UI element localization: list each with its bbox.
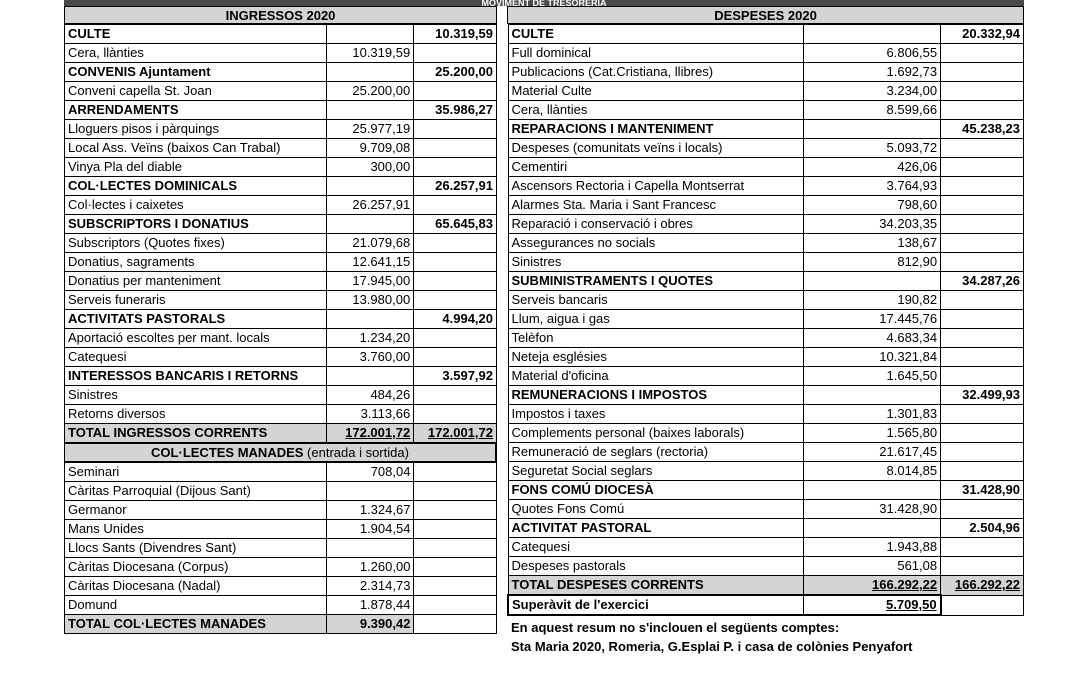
row-total — [941, 215, 1024, 234]
table-row — [65, 386, 497, 405]
total-amount: 172.001,72 — [326, 424, 414, 443]
row-total — [414, 44, 497, 63]
row-label: Assegurances no socials — [508, 234, 803, 253]
table-row — [65, 234, 497, 253]
table-row — [65, 291, 497, 310]
row-total — [414, 539, 497, 558]
row-total — [941, 310, 1024, 329]
row-label: Material d'oficina — [508, 367, 803, 386]
row-label: Complements personal (baixes laborals) — [508, 424, 803, 443]
row-amount: 4.683,34 — [803, 329, 940, 348]
row-amount — [326, 215, 414, 234]
row-label: Material Culte — [508, 82, 803, 101]
row-total — [941, 462, 1024, 481]
row-total: 31.428,90 — [941, 481, 1024, 500]
table-row — [65, 520, 497, 539]
table-row — [508, 424, 1024, 443]
expenses-panel — [507, 6, 1024, 658]
section-row — [508, 25, 1024, 44]
income-panel — [64, 6, 497, 634]
row-label: Neteja esglésies — [508, 348, 803, 367]
row-label: Sinistres — [508, 253, 803, 272]
collections-total-row — [65, 615, 497, 634]
row-amount — [326, 367, 414, 386]
row-label: Col·lectes i caixetes — [65, 196, 327, 215]
row-total — [414, 291, 497, 310]
table-row — [65, 158, 497, 177]
table-row — [508, 82, 1024, 101]
row-total — [941, 234, 1024, 253]
row-amount — [326, 539, 414, 558]
row-total: 65.645,83 — [414, 215, 497, 234]
row-total — [414, 139, 497, 158]
row-total — [941, 139, 1024, 158]
row-label: Càritas Diocesana (Nadal) — [65, 577, 327, 596]
table-row — [65, 501, 497, 520]
row-amount: 8.014,85 — [803, 462, 940, 481]
table-row — [508, 538, 1024, 557]
row-amount: 190,82 — [803, 291, 940, 310]
table-row — [508, 462, 1024, 481]
table-row — [65, 539, 497, 558]
row-label: SUBSCRIPTORS I DONATIUS — [65, 215, 327, 234]
income-table — [64, 24, 497, 443]
row-label: COL·LECTES DOMINICALS — [65, 177, 327, 196]
row-total — [414, 463, 497, 482]
row-amount: 426,06 — [803, 158, 940, 177]
row-label: Aportació escoltes per mant. locals — [65, 329, 327, 348]
row-amount: 13.980,00 — [326, 291, 414, 310]
row-amount: 26.257,91 — [326, 196, 414, 215]
total-label: TOTAL COL·LECTES MANADES — [65, 615, 327, 634]
row-total — [941, 196, 1024, 215]
row-total — [414, 158, 497, 177]
table-row — [65, 196, 497, 215]
row-total — [941, 405, 1024, 424]
table-row — [508, 443, 1024, 462]
row-label: Local Ass. Veïns (baixos Can Trabal) — [65, 139, 327, 158]
row-label: Retorns diversos — [65, 405, 327, 424]
table-row — [65, 463, 497, 482]
row-label: Càritas Diocesana (Corpus) — [65, 558, 327, 577]
surplus-label: Superàvit de l'exercici — [508, 595, 803, 615]
row-label: CONVENIS Ajuntament — [65, 63, 327, 82]
section-row — [65, 177, 497, 196]
table-row — [508, 158, 1024, 177]
row-total — [414, 272, 497, 291]
table-row — [508, 348, 1024, 367]
income-header: INGRESSOS 2020 — [64, 6, 497, 24]
row-amount — [803, 272, 940, 291]
table-row — [65, 577, 497, 596]
row-total: 20.332,94 — [941, 25, 1024, 44]
note — [507, 616, 1024, 658]
row-total — [941, 367, 1024, 386]
table-row — [65, 405, 497, 424]
section-row — [65, 101, 497, 120]
table-row — [508, 196, 1024, 215]
row-total — [941, 291, 1024, 310]
row-label: SUBMINISTRAMENTS I QUOTES — [508, 272, 803, 291]
row-label: Llum, aigua i gas — [508, 310, 803, 329]
table-row — [65, 348, 497, 367]
row-amount: 3.113,66 — [326, 405, 414, 424]
table-row — [508, 44, 1024, 63]
row-total — [941, 348, 1024, 367]
table-row — [508, 310, 1024, 329]
row-total — [414, 577, 497, 596]
total-amount: 166.292,22 — [803, 576, 940, 596]
row-label: CULTE — [65, 25, 327, 44]
row-total — [941, 177, 1024, 196]
row-total — [941, 253, 1024, 272]
expenses-total-row — [508, 576, 1024, 596]
table-row — [508, 329, 1024, 348]
row-amount — [326, 310, 414, 329]
row-label: Llocs Sants (Divendres Sant) — [65, 539, 327, 558]
row-amount: 6.806,55 — [803, 44, 940, 63]
row-total — [414, 196, 497, 215]
row-amount: 3.764,93 — [803, 177, 940, 196]
row-label: FONS COMÚ DIOCESÀ — [508, 481, 803, 500]
row-amount: 1.301,83 — [803, 405, 940, 424]
row-amount: 561,08 — [803, 557, 940, 576]
row-label: Conveni capella St. Joan — [65, 82, 327, 101]
row-amount: 25.200,00 — [326, 82, 414, 101]
row-amount: 8.599,66 — [803, 101, 940, 120]
row-label: Donatius, sagraments — [65, 253, 327, 272]
row-label: Catequesi — [65, 348, 327, 367]
table-row — [65, 44, 497, 63]
row-total — [414, 348, 497, 367]
row-amount: 1.324,67 — [326, 501, 414, 520]
row-total — [414, 558, 497, 577]
row-label: Cera, llànties — [508, 101, 803, 120]
total-total: 166.292,22 — [941, 576, 1024, 596]
row-total — [414, 596, 497, 615]
row-amount: 300,00 — [326, 158, 414, 177]
row-total — [941, 101, 1024, 120]
row-label: ACTIVITATS PASTORALS — [65, 310, 327, 329]
row-label: Despeses pastorals — [508, 557, 803, 576]
row-amount: 25.977,19 — [326, 120, 414, 139]
row-amount: 5.093,72 — [803, 139, 940, 158]
row-label: Serveis bancaris — [508, 291, 803, 310]
row-amount: 21.079,68 — [326, 234, 414, 253]
row-label: Mans Unides — [65, 520, 327, 539]
row-label: Catequesi — [508, 538, 803, 557]
row-label: Telèfon — [508, 329, 803, 348]
page-title: MOVIMENT DE TRESORERIA — [481, 0, 607, 6]
row-total — [941, 82, 1024, 101]
table-row — [508, 405, 1024, 424]
row-total — [414, 386, 497, 405]
row-amount: 1.943,88 — [803, 538, 940, 557]
row-label: Reparació i conservació i obres — [508, 215, 803, 234]
row-label: Subscriptors (Quotes fixes) — [65, 234, 327, 253]
row-amount: 708,04 — [326, 463, 414, 482]
row-label: Publicacions (Cat.Cristiana, llibres) — [508, 63, 803, 82]
note-line-1: En aquest resum no s'inclouen el següents comptes: — [511, 620, 840, 635]
row-label: REPARACIONS I MANTENIMENT — [508, 120, 803, 139]
note-line-2: Sta Maria 2020, Romeria, G.Esplai P. i casa de colònies Penyafort — [511, 639, 913, 654]
row-total — [414, 405, 497, 424]
section-row — [65, 215, 497, 234]
row-amount: 798,60 — [803, 196, 940, 215]
row-total — [941, 500, 1024, 519]
row-label: Lloguers pisos i pàrquings — [65, 120, 327, 139]
row-total: 35.986,27 — [414, 101, 497, 120]
row-label: Despeses (comunitats veïns i locals) — [508, 139, 803, 158]
table-row — [65, 482, 497, 501]
table-row — [65, 82, 497, 101]
section-row — [65, 310, 497, 329]
total-label: TOTAL DESPESES CORRENTS — [508, 576, 803, 596]
income-total-row — [65, 424, 497, 443]
row-amount: 1.565,80 — [803, 424, 940, 443]
collections-table — [64, 462, 497, 634]
row-total — [414, 520, 497, 539]
table-row — [508, 253, 1024, 272]
row-amount: 138,67 — [803, 234, 940, 253]
row-amount: 1.260,00 — [326, 558, 414, 577]
row-amount: 17.445,76 — [803, 310, 940, 329]
collections-header-rest: (entrada i sortida) — [303, 445, 409, 460]
row-total: 26.257,91 — [414, 177, 497, 196]
table-row — [508, 101, 1024, 120]
row-amount — [803, 481, 940, 500]
table-row — [65, 120, 497, 139]
table-row — [65, 329, 497, 348]
row-amount: 34.203,35 — [803, 215, 940, 234]
row-label: Serveis funeraris — [65, 291, 327, 310]
row-label: Impostos i taxes — [508, 405, 803, 424]
row-label: Seguretat Social seglars — [508, 462, 803, 481]
row-amount: 1.645,50 — [803, 367, 940, 386]
row-amount — [326, 177, 414, 196]
row-total — [941, 158, 1024, 177]
section-row — [508, 120, 1024, 139]
row-total — [414, 120, 497, 139]
section-row — [508, 481, 1024, 500]
table-row — [508, 500, 1024, 519]
row-amount: 12.641,15 — [326, 253, 414, 272]
table-row — [508, 215, 1024, 234]
section-row — [65, 63, 497, 82]
surplus-amount: 5.709,50 — [803, 595, 940, 615]
row-label: Donatius per manteniment — [65, 272, 327, 291]
row-label: Cera, llànties — [65, 44, 327, 63]
row-amount: 1.878,44 — [326, 596, 414, 615]
collections-header-bold: COL·LECTES MANADES — [151, 445, 304, 460]
surplus-blank — [941, 595, 1024, 615]
row-total: 45.238,23 — [941, 120, 1024, 139]
table-row — [508, 234, 1024, 253]
row-total — [941, 63, 1024, 82]
row-label: Full dominical — [508, 44, 803, 63]
row-amount: 2.314,73 — [326, 577, 414, 596]
total-total: 172.001,72 — [414, 424, 497, 443]
table-row — [65, 253, 497, 272]
surplus-row — [508, 595, 1024, 615]
total-blank — [414, 615, 497, 634]
row-amount: 1.692,73 — [803, 63, 940, 82]
row-amount: 3.760,00 — [326, 348, 414, 367]
row-label: Càritas Parroquial (Dijous Sant) — [65, 482, 327, 501]
section-row — [508, 519, 1024, 538]
row-amount — [803, 386, 940, 405]
row-amount — [326, 63, 414, 82]
row-amount: 3.234,00 — [803, 82, 940, 101]
table-row — [65, 139, 497, 158]
table-row — [508, 139, 1024, 158]
collections-header — [64, 443, 497, 462]
row-amount — [326, 25, 414, 44]
row-amount: 21.617,45 — [803, 443, 940, 462]
row-label: Domund — [65, 596, 327, 615]
row-label: ARRENDAMENTS — [65, 101, 327, 120]
row-label: ACTIVITAT PASTORAL — [508, 519, 803, 538]
row-total — [941, 424, 1024, 443]
row-amount: 10.321,84 — [803, 348, 940, 367]
table-row — [508, 367, 1024, 386]
row-amount — [803, 519, 940, 538]
row-total: 4.994,20 — [414, 310, 497, 329]
row-total: 10.319,59 — [414, 25, 497, 44]
table-row — [508, 557, 1024, 576]
row-total: 32.499,93 — [941, 386, 1024, 405]
row-label: REMUNERACIONS I IMPOSTOS — [508, 386, 803, 405]
row-label: Vinya Pla del diable — [65, 158, 327, 177]
row-amount: 812,90 — [803, 253, 940, 272]
table-row — [508, 177, 1024, 196]
row-total: 25.200,00 — [414, 63, 497, 82]
row-label: INTERESSOS BANCARIS I RETORNS — [65, 367, 327, 386]
row-amount: 1.234,20 — [326, 329, 414, 348]
row-total — [414, 82, 497, 101]
row-amount: 17.945,00 — [326, 272, 414, 291]
row-total — [941, 329, 1024, 348]
row-total: 3.597,92 — [414, 367, 497, 386]
row-label: Sinistres — [65, 386, 327, 405]
row-total — [414, 501, 497, 520]
row-total — [941, 44, 1024, 63]
row-total: 34.287,26 — [941, 272, 1024, 291]
row-label: Cementiri — [508, 158, 803, 177]
table-row — [65, 596, 497, 615]
row-amount: 1.904,54 — [326, 520, 414, 539]
section-row — [65, 25, 497, 44]
row-amount — [326, 101, 414, 120]
row-label: Germanor — [65, 501, 327, 520]
row-total — [414, 253, 497, 272]
table-row — [508, 291, 1024, 310]
row-label: Seminari — [65, 463, 327, 482]
expenses-header: DESPESES 2020 — [507, 6, 1024, 24]
row-total — [941, 443, 1024, 462]
total-amount: 9.390,42 — [326, 615, 414, 634]
row-label: Alarmes Sta. Maria i Sant Francesc — [508, 196, 803, 215]
row-label: Remuneració de seglars (rectoria) — [508, 443, 803, 462]
row-amount — [326, 482, 414, 501]
row-total — [941, 538, 1024, 557]
section-row — [508, 386, 1024, 405]
row-amount: 31.428,90 — [803, 500, 940, 519]
row-amount: 9.709,08 — [326, 139, 414, 158]
row-total — [941, 557, 1024, 576]
row-total — [414, 329, 497, 348]
section-row — [508, 272, 1024, 291]
total-label: TOTAL INGRESSOS CORRENTS — [65, 424, 327, 443]
row-total — [414, 234, 497, 253]
table-row — [65, 272, 497, 291]
row-label: CULTE — [508, 25, 803, 44]
section-row — [65, 367, 497, 386]
row-amount: 484,26 — [326, 386, 414, 405]
table-row — [508, 63, 1024, 82]
table-row — [65, 558, 497, 577]
row-amount — [803, 25, 940, 44]
row-total — [414, 482, 497, 501]
expenses-table — [507, 24, 1024, 616]
row-amount: 10.319,59 — [326, 44, 414, 63]
row-label: Ascensors Rectoria i Capella Montserrat — [508, 177, 803, 196]
row-label: Quotes Fons Comú — [508, 500, 803, 519]
row-amount — [803, 120, 940, 139]
row-total: 2.504,96 — [941, 519, 1024, 538]
